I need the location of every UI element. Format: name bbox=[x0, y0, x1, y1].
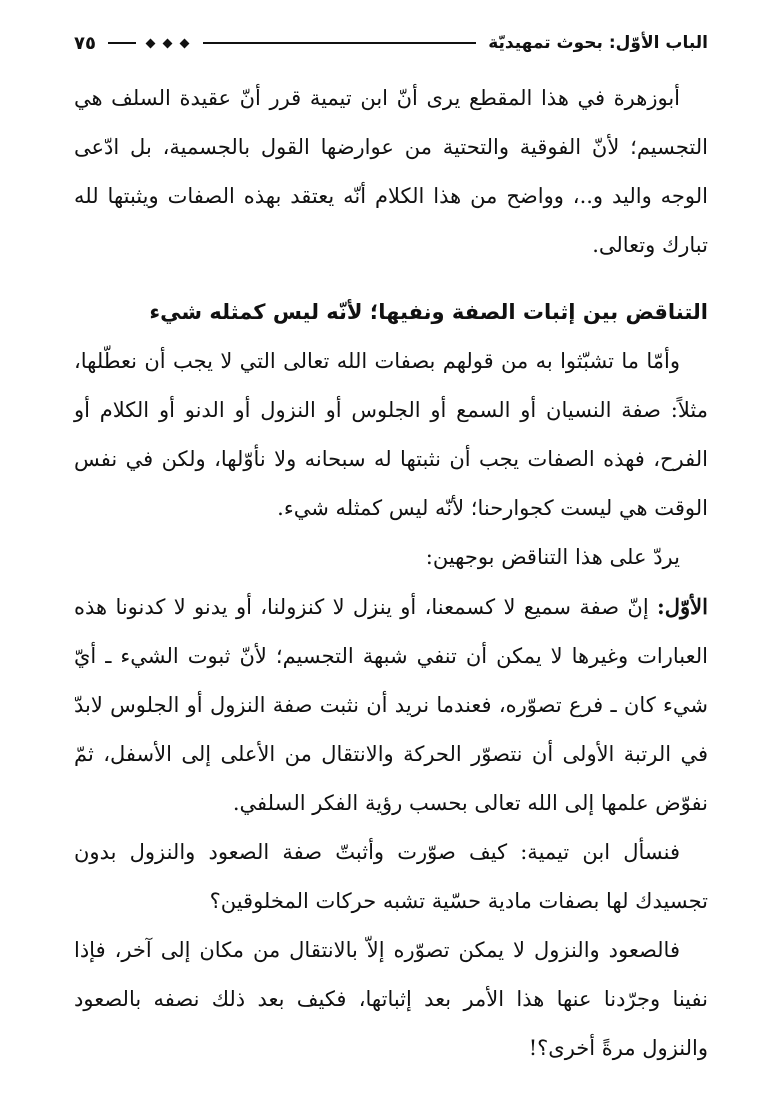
paragraph-text: إنّ صفة سميع لا كسمعنا، أو ينزل لا كنزولنا، أو يدنو لا كدنونا هذه العبارات وغيرها لا يمكن أن تنفي شبهة التجسيم؛ لأنّ ثبوت الشيء ـ أيّ شيء كان ـ فرع تصوّره، فعندما نريد أن نثبت صفة النزول أو الجلوس لابدّ في الرتبة الأولى أن نتصوّر الحركة والانتقال من الأعلى إلى الأسفل، ثمّ نفوّض علمها إلى الله تعالى بحسب رؤية الفكر السلفي. bbox=[74, 595, 708, 815]
paragraph: وأمّا ما تشبّثوا به من قولهم بصفات الله تعالى التي لا يجب أن نعطّلها، مثلاً: صفة النسيان أو السمع أو الجلوس أو النزول أو الدنو أو الكلام أو الفرح، فهذه الصفات يجب أن نثبتها له سبحانه ولا نأوّلها، ولكن في نفس الوقت هي ليست كجوارحنا؛ لأنّه ليس كمثله شيء. bbox=[74, 349, 708, 520]
header-rule bbox=[203, 42, 476, 44]
paragraph bbox=[74, 582, 708, 828]
paragraph: يردّ على هذا التناقض بوجهين: bbox=[425, 545, 680, 569]
header-rule-short bbox=[108, 42, 136, 44]
paragraph-lead: الأوّل: bbox=[657, 594, 708, 619]
running-header bbox=[74, 28, 708, 58]
paragraph: فنسأل ابن تيمية: كيف صوّرت وأثبتّ صفة الصعود والنزول بدون تجسيدك لها بصفات مادية حسّية تشبه حركات المخلوقين؟ bbox=[74, 840, 708, 913]
diamond-ornament-icon bbox=[146, 38, 156, 48]
page-body bbox=[74, 74, 708, 1073]
diamond-ornament-icon bbox=[180, 38, 190, 48]
section-heading: التناقض بين إثبات الصفة ونفيها؛ لأنّه ليس كمثله شيء bbox=[149, 300, 708, 324]
paragraph: أبوزهرة في هذا المقطع يرى أنّ ابن تيمية قرر أنّ عقيدة السلف هي التجسيم؛ لأنّ الفوقية والتحتية من عوارضها القول بالجسمية، بل ادّعى الوجه واليد و..، وواضح من هذا الكلام أنّه يعتقد بهذه الصفات ويثبتها لله تبارك وتعالى. bbox=[74, 86, 708, 257]
page-number: ٧٥ bbox=[74, 32, 96, 54]
paragraph: فالصعود والنزول لا يمكن تصوّره إلاّ بالانتقال من مكان إلى آخر، فإذا نفينا وجرّدنا عنها هذا الأمر بعد إثباتها، فكيف بعد ذلك نصفه بالصعود والنزول مرةً أخرى؟! bbox=[74, 938, 708, 1060]
diamond-ornament-icon bbox=[163, 38, 173, 48]
chapter-title: الباب الأوّل: بحوث تمهيديّة bbox=[488, 33, 708, 53]
header-ornament bbox=[142, 40, 193, 47]
